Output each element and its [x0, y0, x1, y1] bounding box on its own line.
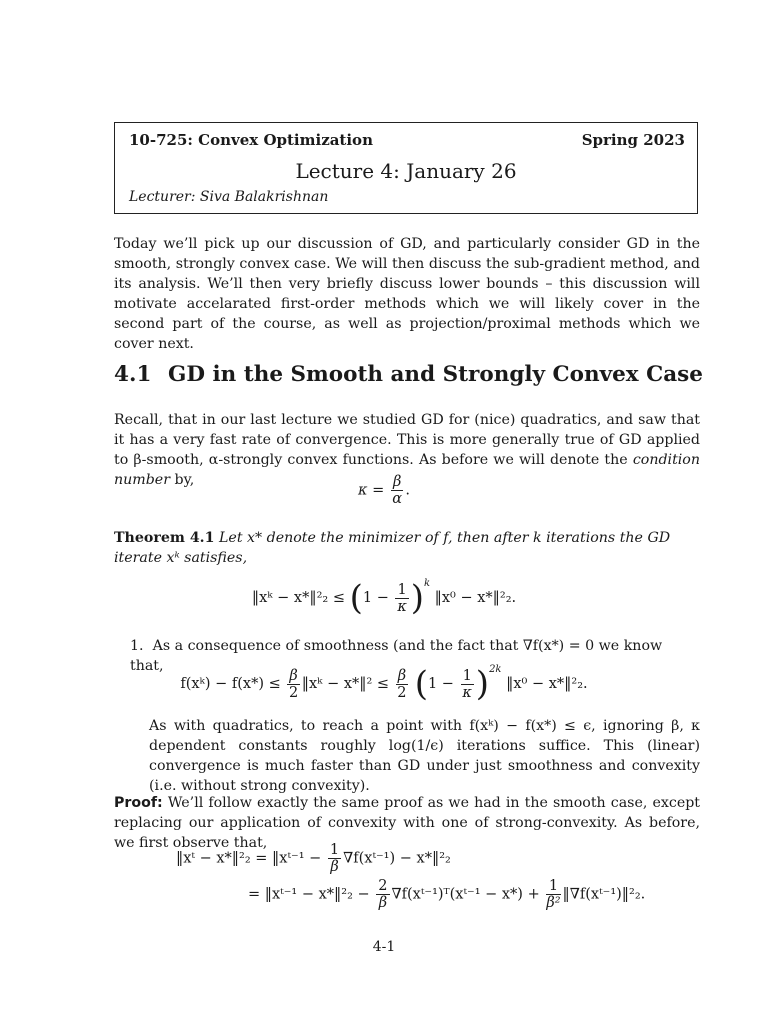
- numerator: β: [392, 474, 402, 490]
- list-item-1-continuation: As with quadratics, to reach a point with f(xᵏ) − f(x*) ≤ ϵ, ignoring β, κ dependent constants roughly log(1/ϵ) iterations suffice. This (linear) convergence is much faster than GD under just smoothness and convexity (i.e. without strong convexity).: [149, 718, 700, 794]
- proof-label: Proof:: [114, 795, 163, 811]
- recall-text-end: by,: [170, 472, 195, 488]
- eq-end: .: [405, 482, 410, 499]
- eq-power: 2k: [489, 664, 502, 675]
- term: Spring 2023: [581, 131, 685, 149]
- kappa-equation: [0, 474, 768, 507]
- eq-rhs: ∇f(xᵗ⁻¹) − x*‖²₂: [343, 850, 451, 867]
- eq-lhs: κ =: [358, 482, 385, 499]
- eq-lhs: ‖xᵏ − x*‖²₂ ≤: [251, 590, 345, 606]
- section-number: 4.1: [114, 362, 152, 387]
- list-number: 1.: [130, 638, 144, 654]
- fraction: [376, 878, 389, 911]
- denominator: κ: [397, 598, 407, 615]
- denominator: 2: [397, 684, 407, 701]
- eq-inner: 1 −: [362, 590, 389, 606]
- proof-equation-line-2: [248, 878, 645, 911]
- numerator: 1: [397, 581, 407, 598]
- eq-rhs: ‖x⁰ − x*‖²₂.: [434, 590, 517, 606]
- denominator: α: [392, 491, 403, 507]
- denominator: β²: [546, 895, 561, 911]
- denominator: κ: [462, 684, 472, 701]
- theorem-label: Theorem 4.1: [114, 530, 215, 546]
- numerator: 2: [378, 878, 388, 894]
- section-heading: [114, 362, 703, 387]
- theorem-equation: ‖xᵏ − x*‖²₂ ≤ (1 − $\frac{1}{\kappa}$ )$^k$ ‖x⁰ − x*‖²₂.: [251, 578, 517, 618]
- denominator: β: [330, 859, 339, 875]
- intro-paragraph: Today we’ll pick up our discussion of GD, and particularly consider GD in the smooth, strongly convex case. We will then discuss the sub-gradient method, and its analysis. We’ll then very briefly discuss lower bounds – this discussion will motivate accelarated first-order methods which we will likely cover in the second part of the course, as well as projection/proximal methods which we cover next.: [114, 236, 700, 352]
- fraction: [461, 668, 474, 701]
- smoothness-equation: f(xᵏ) − f(x*) ≤ $\frac{\beta}{2}$ ‖xᵏ − x*‖² ≤ $\frac{\beta}{2}$ (1 − $\frac{1}{\kappa}$ )$^{2k}$ ‖x⁰ − x*‖²₂.: [180, 664, 588, 704]
- lecturer: Lecturer: Siva Balakrishnan: [129, 189, 329, 205]
- fraction: [391, 474, 403, 507]
- eq-mid: ∇f(xᵗ⁻¹)ᵀ(xᵗ⁻¹ − x*) +: [391, 886, 540, 903]
- recall-text: Recall, that in our last lecture we studied GD for (nice) quadratics, and saw that it has a very fast rate of convergence. This is more generally true of GD applied to β-smooth, α-strongly convex functions. As before we will denote the: [114, 412, 700, 468]
- course-name: 10-725: Convex Optimization: [129, 131, 373, 149]
- eq-lhs: ‖xᵗ − x*‖²₂ = ‖xᵗ⁻¹ −: [176, 850, 322, 867]
- eq-mid: ‖xᵏ − x*‖² ≤: [301, 676, 390, 692]
- lecture-title: Lecture 4: January 26: [295, 159, 517, 183]
- fraction: [395, 582, 408, 615]
- numerator: 1: [546, 878, 560, 895]
- eq-lhs: f(xᵏ) − f(x*) ≤: [180, 676, 281, 692]
- fraction: [328, 842, 341, 875]
- page-number: 4-1: [372, 939, 396, 955]
- section-title: GD in the Smooth and Strongly Convex Case: [168, 362, 703, 387]
- list-text: As a consequence of smoothness (and the fact that ∇f(x*) = 0 we know that,: [130, 638, 663, 674]
- theorem-text: Let x* denote the minimizer of f, then after k iterations the GD iterate xᵏ satisfies,: [114, 530, 671, 566]
- proof-text: We’ll follow exactly the same proof as we had in the smooth case, except replacing our application of convexity with one of strong-convexity. As before, we first observe that,: [114, 795, 700, 851]
- proof-equation-line-1: [176, 842, 451, 875]
- eq-inner: 1 −: [427, 676, 454, 692]
- eq-lhs: = ‖xᵗ⁻¹ − x*‖²₂ −: [248, 886, 370, 903]
- numerator: β: [289, 667, 298, 684]
- eq-rhs: ‖x⁰ − x*‖²₂.: [506, 676, 588, 692]
- fraction: [396, 668, 408, 701]
- eq-power: k: [423, 578, 431, 589]
- fraction: [287, 668, 299, 701]
- fraction: [546, 878, 560, 911]
- theorem-block: [114, 528, 700, 568]
- eq-rhs: ‖∇f(xᵗ⁻¹)‖²₂.: [562, 886, 646, 903]
- numerator: 1: [329, 842, 340, 858]
- denominator: 2: [288, 684, 299, 701]
- lecture-header-box: [114, 122, 698, 214]
- denominator: β: [378, 895, 388, 911]
- numerator: β: [397, 667, 407, 684]
- numerator: 1: [462, 667, 472, 684]
- recall-italic: condition number: [114, 452, 700, 488]
